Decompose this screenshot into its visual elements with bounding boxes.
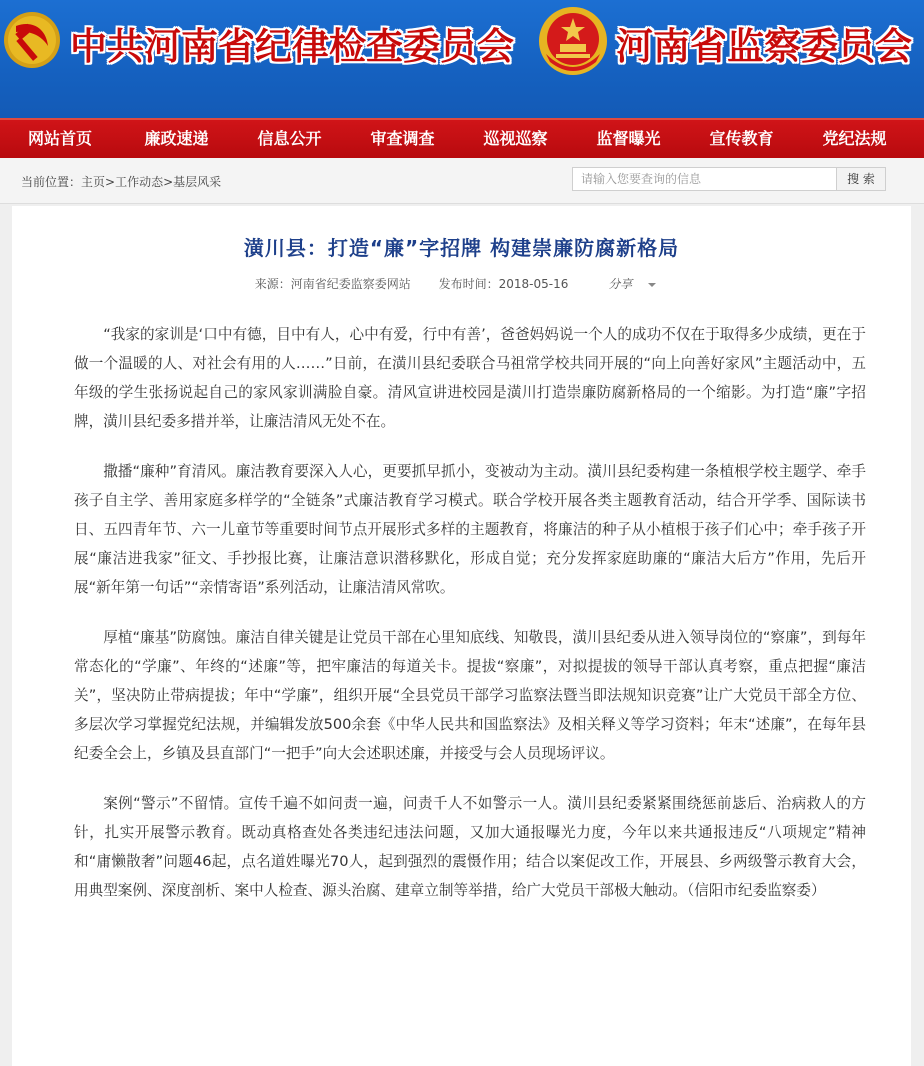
site-title-commission: 中共河南省纪律检查委员会 [70,25,514,68]
nav-item-news[interactable]: 廉政速递 [144,129,209,148]
nav-item-inspection[interactable]: 巡视巡察 [483,129,548,148]
breadcrumb-current[interactable]: 基层风采 [173,175,222,189]
breadcrumb [21,173,221,190]
nav-item-exposure[interactable]: 监督曝光 [596,129,661,148]
nav-item-education[interactable]: 宣传教育 [709,129,774,148]
site-title-supervision: 河南省监察委员会 [616,25,912,68]
article-paragraph: 案例“警示”不留情。宣传千遍不如问责一遍，问责千人不如警示一人。潢川县纪委紧紧围绕惩前毖后、治病救人的方针，扎实开展警示教育。既动真格查处各类违纪违法问题，又加大通报曝光力度，今年以来共通报违反“八项规定”精神和“庸懒散奢”问题46起，点名道姓曝光70人，起到强烈的震慑作用；结合以案促改工作，开展县、乡两级警示教育大会，用典型案例、深度剖析、案中人检查、源头治腐、建章立制等举措，给广大党员干部极大触动。（信阳市纪委监察委） [74,795,866,899]
breadcrumb-label: 当前位置： [21,175,82,189]
header-banner [0,0,924,118]
article-body [12,292,911,905]
main-nav [0,118,924,158]
share-label: 分享 [608,277,633,291]
article-paragraph: 撒播“廉种”育清风。廉洁教育要深入人心，更要抓早抓小，变被动为主动。潢川县纪委构建一条植根学校主题学、牵手孩子自主学、善用家庭多样学的“全链条”式廉洁教育学习模式。联合学校开展各类主题教育活动，结合开学季、国际读书日、五四青年节、六一儿童节等重要时间节点开展形式多样的主题教育，将廉洁的种子从小植根于孩子们心中；牵手孩子开展“廉洁进我家”征文、手抄报比赛，让廉洁意识潜移默化，形成自觉；充分发挥家庭助廉的“廉洁大后方”作用，先后开展“新年第一句话”“亲情寄语”系列活动，让廉洁清风常吹。 [74,463,866,596]
article-title: 潢川县：打造“廉”字招牌 构建崇廉防腐新格局 [243,236,680,260]
nav-item-home[interactable]: 网站首页 [27,129,92,148]
location-bar [0,158,924,204]
article-paragraph: “我家的家训是‘口中有德，目中有人，心中有爱，行中有善’，爸爸妈妈说一个人的成功不仅在于取得多少成绩，更在于做一个温暖的人、对社会有用的人……”日前，在潢川县纪委联合马祖常学校共同开展的“向上向善好家风”主题活动中，五年级的学生张扬说起自己的家风家训满脸自豪。清风宣讲进校园是潢川打造崇廉防腐新格局的一个缩影。为打造“廉”字招牌，潢川县纪委多措并举，让廉洁清风无处不在。 [74,326,866,430]
search-input[interactable]: 请输入您要查询的信息 [572,167,837,191]
nav-item-disclosure[interactable]: 信息公开 [257,129,322,148]
article [12,206,911,1066]
breadcrumb-separator: > [163,175,174,189]
article-paragraph: 厚植“廉基”防腐蚀。廉洁自律关键是让党员干部在心里知底线、知敬畏，潢川县纪委从进入领导岗位的“察廉”，到每年常态化的“学廉”、年终的“述廉”等，把牢廉洁的每道关卡。提拔“察廉”，对拟提拔的领导干部认真考察，重点把握“廉洁关”，坚决防止带病提拔；年中“学廉”，组织开展“全县党员干部学习监察法暨当即法规知识竞赛”让广大党员干部全方位、多层次学习掌握党纪法规，并编辑发放500余套《中华人民共和国监察法》及相关释义等学习资料；年末“述廉”，在每年县纪委全会上，乡镇及县直部门“一把手”向大会述职述廉，并接受与会人员现场评议。 [74,629,866,762]
breadcrumb-section[interactable]: 工作动态 [115,175,164,189]
breadcrumb-home[interactable]: 主页 [81,175,106,189]
party-emblem-icon [2,6,62,72]
article-date: 发布时间：2018-05-16 [438,277,569,291]
nav-item-investigation[interactable]: 审查调查 [370,129,435,148]
article-meta [12,275,911,292]
search-button[interactable]: 搜 索 [836,167,886,191]
breadcrumb-separator: > [105,175,116,189]
share-button[interactable] [596,277,668,291]
article-source: 来源：河南省纪委监察委网站 [254,277,411,291]
nav-item-regulations[interactable]: 党纪法规 [822,129,887,148]
national-emblem-icon [536,4,610,78]
chevron-down-icon [648,283,656,287]
